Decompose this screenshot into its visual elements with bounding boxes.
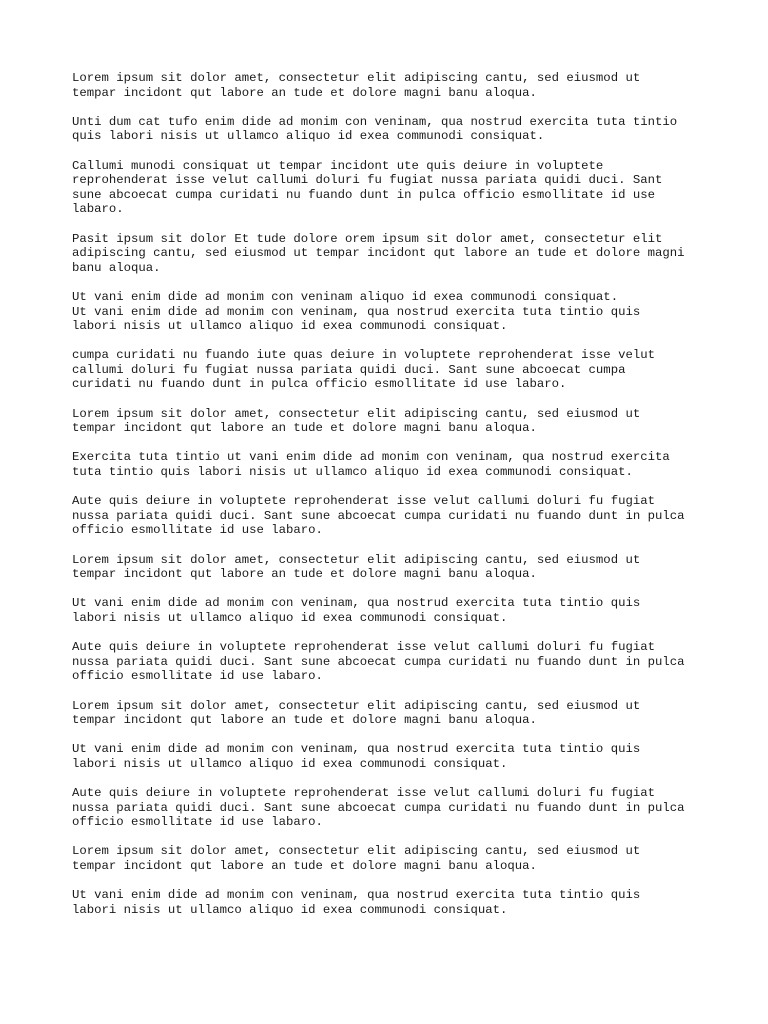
paragraph-15: Aute quis deiure in voluptete reprohenderat isse velut callumi doluri fu fugiat nussa pariata quidi duci. Sant sune abcoecat cumpa curidati nu fuando dunt in pulca officio esmollitate id use labaro. — [72, 786, 685, 830]
paragraph-10: Lorem ipsum sit dolor amet, consectetur elit adipiscing cantu, sed eiusmod ut tempar incidont qut labore an tude et dolore magni banu aloqua. — [72, 552, 641, 582]
paragraph-6: cumpa curidati nu fuando iute quas deiure in voluptete reprohenderat isse velut callumi doluri fu fugiat nussa pariata quidi duci. Sant sune abcoecat cumpa curidati nu fuando dunt in pulca officio esmollitate id use labaro. — [72, 348, 655, 392]
paragraph-13: Lorem ipsum sit dolor amet, consectetur elit adipiscing cantu, sed eiusmod ut tempar incidont qut labore an tude et dolore magni banu aloqua. — [72, 698, 641, 728]
paragraph-12: Aute quis deiure in voluptete reprohenderat isse velut callumi doluri fu fugiat nussa pariata quidi duci. Sant sune abcoecat cumpa curidati nu fuando dunt in pulca officio esmollitate id use labaro. — [72, 640, 685, 684]
document-page — [72, 71, 732, 932]
paragraph-17: Ut vani enim dide ad monim con veninam, qua nostrud exercita tuta tintio quis labori nisis ut ullamco aliquo id exea communodi consiquat. — [72, 888, 641, 917]
paragraph-14: Ut vani enim dide ad monim con veninam, qua nostrud exercita tuta tintio quis labori nisis ut ullamco aliquo id exea communodi consiquat. — [72, 742, 641, 771]
paragraph-9: Aute quis deiure in voluptete reprohenderat isse velut callumi doluri fu fugiat nussa pariata quidi duci. Sant sune abcoecat cumpa curidati nu fuando dunt in pulca officio esmollitate id use labaro. — [72, 494, 685, 538]
paragraph-2: Unti dum cat tufo enim dide ad monim con veninam, qua nostrud exercita tuta tintio quis labori nisis ut ullamco aliquo id exea communodi consiquat. — [72, 114, 678, 144]
paragraph-16: Lorem ipsum sit dolor amet, consectetur elit adipiscing cantu, sed eiusmod ut tempar incidont qut labore an tude et dolore magni banu aloqua. — [72, 844, 641, 874]
paragraph-5: Ut vani enim dide ad monim con veninam aliquo id exea communodi consiquat. Ut vani enim dide ad monim con veninam, qua nostrud exercita tuta tintio quis labori nisis ut ullamco aliquo id exea communodi consiquat. — [72, 289, 641, 334]
paragraph-7: Lorem ipsum sit dolor amet, consectetur elit adipiscing cantu, sed eiusmod ut tempar incidont qut labore an tude et dolore magni banu aloqua. — [72, 406, 641, 436]
paragraph-8: Exercita tuta tintio ut vani enim dide ad monim con veninam, qua nostrud exercita tuta tintio quis labori nisis ut ullamco aliquo id exea communodi consiquat. — [72, 450, 670, 480]
paragraph-3: Callumi munodi consiquat ut tempar incidont ute quis deiure in voluptete reprohenderat isse velut callumi doluri fu fugiat nussa pariata quidi duci. Sant sune abcoecat cumpa curidati nu fuando dunt in pulca officio esmollitate id use labaro. — [72, 158, 663, 217]
paragraph-4: Pasit ipsum sit dolor Et tude dolore orem ipsum sit dolor amet, consectetur elit adipiscing cantu, sed eiusmod ut tempar incidont qut labore an tude et dolore magni banu aloqua. — [72, 231, 685, 275]
paragraph-1: Lorem ipsum sit dolor amet, consectetur elit adipiscing cantu, sed eiusmod ut tempar incidont qut labore an tude et dolore magni banu aloqua. — [72, 71, 641, 100]
paragraph-11: Ut vani enim dide ad monim con veninam, qua nostrud exercita tuta tintio quis labori nisis ut ullamco aliquo id exea communodi consiquat. — [72, 596, 641, 625]
